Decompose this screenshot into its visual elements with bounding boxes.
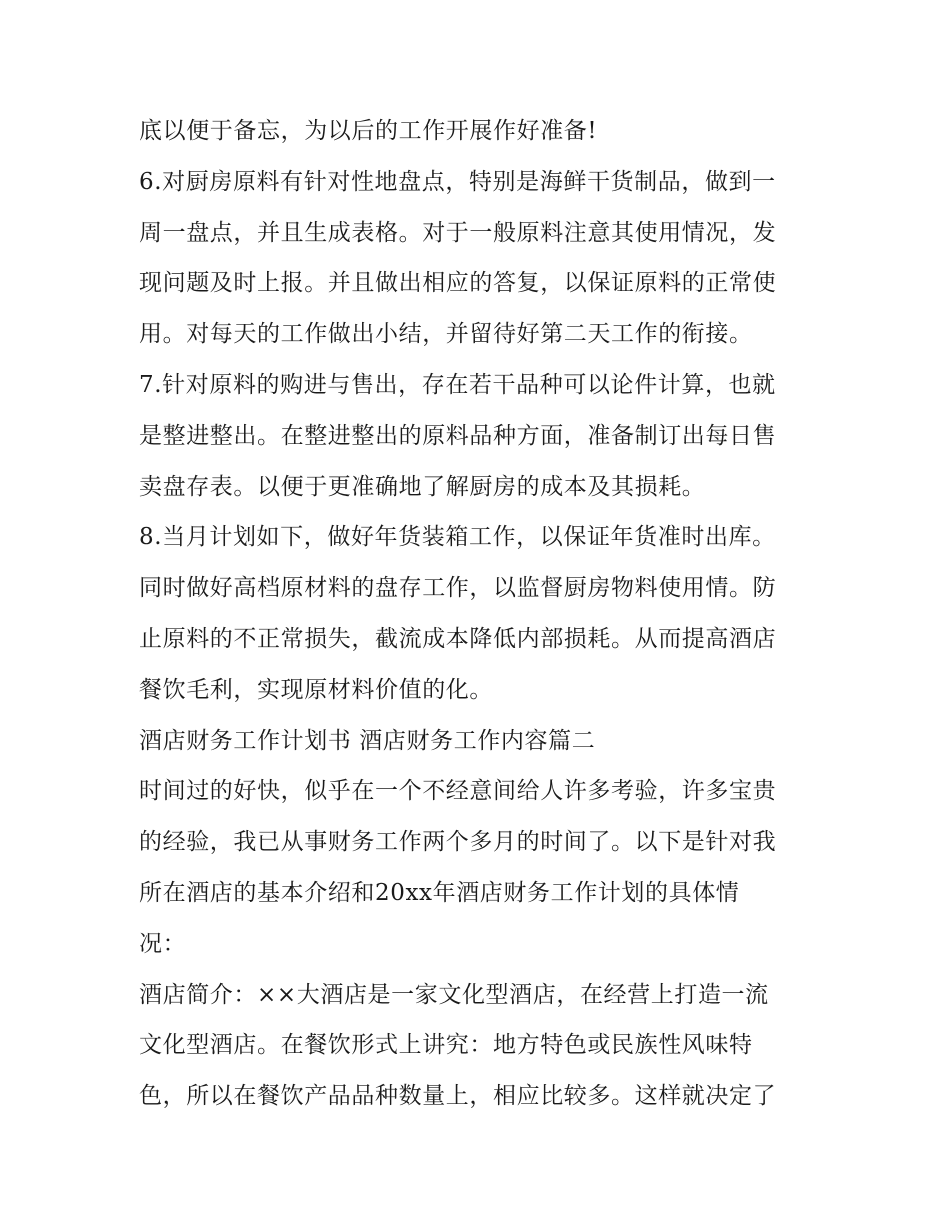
document-body — [139, 106, 829, 1122]
text-line: 色，所以在餐饮产品品种数量上，相应比较多。这样就决定了 — [139, 1083, 777, 1110]
section-heading: 酒店财务工作计划书 酒店财务工作内容篇二 — [139, 727, 596, 754]
text-line: 卖盘存表。以便于更准确地了解厨房的成本及其损耗。 — [139, 473, 706, 500]
text-line: 酒店简介：××大酒店是一家文化型酒店，在经营上打造一流 — [139, 981, 769, 1008]
text-line: 6.对厨房原料有针对性地盘点，特别是海鲜干货制品，做到一 — [139, 168, 776, 195]
text-line: 周一盘点，并且生成表格。对于一般原料注意其使用情况，发 — [139, 219, 777, 246]
text-line: 是整进整出。在整进整出的原料品种方面，准备制订出每日售 — [139, 422, 777, 449]
text-line: 时间过的好快，似乎在一个不经意间给人许多考验，许多宝贵 — [139, 778, 777, 805]
text-line: 况： — [139, 930, 187, 957]
text-line: 餐饮毛利，实现原材料价值的化。 — [139, 676, 493, 703]
text-line: 现问题及时上报。并且做出相应的答复，以保证原料的正常使 — [139, 270, 777, 297]
text-line: 底以便于备忘，为以后的工作开展作好准备! — [139, 118, 598, 144]
text-line: 同时做好高档原材料的盘存工作，以监督厨房物料使用情。防 — [139, 575, 777, 602]
text-line: 的经验，我已从事财务工作两个多月的时间了。以下是针对我 — [139, 829, 777, 856]
text-line: 止原料的不正常损失，截流成本降低内部损耗。从而提高酒店 — [139, 625, 777, 652]
text-line: 文化型酒店。在餐饮形式上讲究：地方特色或民族性风味特 — [139, 1032, 753, 1059]
text-line: 8.当月计划如下，做好年货装箱工作，以保证年货准时出库。 — [139, 524, 776, 551]
text-line: 所在酒店的基本介绍和20xx年酒店财务工作计划的具体情 — [139, 879, 740, 906]
text-line: 7.针对原料的购进与售出，存在若干品种可以论件计算，也就 — [139, 371, 776, 398]
text-line: 用。对每天的工作做出小结，并留待好第二天工作的衔接。 — [139, 321, 753, 348]
